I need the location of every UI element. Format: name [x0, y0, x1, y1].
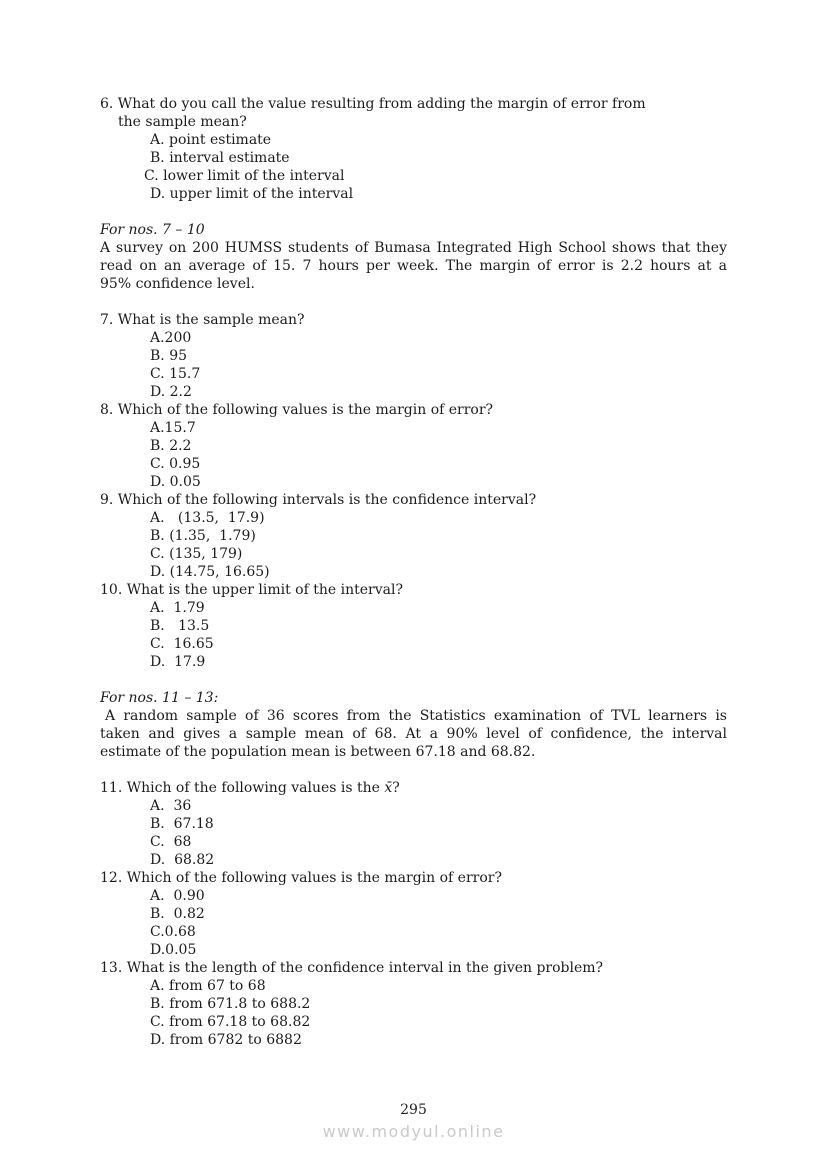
- question-6-option-c: C. lower limit of the interval: [144, 168, 345, 184]
- question-10-option-d: D. 17.9: [150, 654, 206, 670]
- question-7-option-b: B. 95: [150, 348, 188, 364]
- question-13-option-b: B. from 671.8 to 688.2: [150, 996, 311, 1012]
- question-11-option-c: C. 68: [150, 834, 192, 850]
- question-12-option-d: D.0.05: [150, 942, 197, 958]
- section-7-10: [100, 221, 727, 293]
- question-8-text: 8. Which of the following values is the margin of error?: [100, 402, 494, 418]
- section-11-13-label: For nos. 11 – 13:: [100, 690, 219, 706]
- x-bar-symbol: x̄: [384, 780, 393, 796]
- question-11-option-b: B. 67.18: [150, 816, 214, 832]
- question-11-option-a: A. 36: [150, 798, 192, 814]
- question-6: [100, 95, 727, 203]
- page-footer: [100, 1101, 727, 1141]
- section-11-13-paragraph-line: A random sample of 36 scores from the Statistics examination of TVL learners is: [105, 708, 727, 724]
- question-9-option-c: C. (135, 179): [150, 546, 243, 562]
- question-11-text-prefix: 11. Which of the following values is the: [100, 780, 385, 796]
- question-8-option-b: B. 2.2: [150, 438, 192, 454]
- question-9-option-b: B. (1.35, 1.79): [150, 528, 256, 544]
- section-7-10-label: For nos. 7 – 10: [100, 222, 205, 238]
- question-10-option-b: B. 13.5: [150, 618, 210, 634]
- question-13-text: 13. What is the length of the confidence interval in the given problem?: [100, 960, 604, 976]
- question-9-text: 9. Which of the following intervals is the confidence interval?: [100, 492, 537, 508]
- question-10-option-c: C. 16.65: [150, 636, 214, 652]
- question-7: [100, 311, 727, 401]
- question-6-option-d: D. upper limit of the interval: [150, 186, 354, 202]
- question-7-text: 7. What is the sample mean?: [100, 312, 305, 328]
- question-13: [100, 959, 727, 1049]
- question-12-text: 12. Which of the following values is the margin of error?: [100, 870, 502, 886]
- section-11-13-paragraph-line: taken and gives a sample mean of 68. At a 90% level of confidence, the interval: [100, 726, 727, 742]
- question-10: [100, 581, 727, 671]
- question-11: [100, 779, 727, 869]
- watermark: www.modyul.online: [322, 1122, 505, 1141]
- question-9-option-d: D. (14.75, 16.65): [150, 564, 270, 580]
- section-7-10-paragraph-line: 95% confidence level.: [100, 276, 255, 292]
- section-11-13-paragraph-line: estimate of the population mean is between 67.18 and 68.82.: [100, 744, 536, 760]
- question-6-option-b: B. interval estimate: [150, 150, 290, 166]
- question-7-option-a: A.200: [150, 330, 192, 346]
- section-7-10-paragraph-line: read on an average of 15. 7 hours per week. The margin of error is 2.2 hours at a: [100, 258, 727, 274]
- question-10-option-a: A. 1.79: [150, 600, 205, 616]
- question-11-text-suffix: ?: [392, 780, 400, 796]
- question-11-text: [100, 779, 727, 797]
- question-6-option-a: A. point estimate: [150, 132, 272, 148]
- section-11-13: [100, 689, 727, 761]
- question-6-text-line-2: the sample mean?: [118, 114, 247, 130]
- question-13-option-a: A. from 67 to 68: [150, 978, 266, 994]
- question-12: [100, 869, 727, 959]
- question-8-option-a: A.15.7: [150, 420, 196, 436]
- question-10-text: 10. What is the upper limit of the interval?: [100, 582, 403, 598]
- question-12-option-b: B. 0.82: [150, 906, 205, 922]
- question-6-text-line-1: 6. What do you call the value resulting from adding the margin of error from: [100, 96, 646, 112]
- page-number: 295: [400, 1102, 427, 1118]
- question-12-option-a: A. 0.90: [150, 888, 205, 904]
- question-13-option-d: D. from 6782 to 6882: [150, 1032, 302, 1048]
- question-11-option-d: D. 68.82: [150, 852, 215, 868]
- question-8-option-d: D. 0.05: [150, 474, 201, 490]
- question-7-option-d: D. 2.2: [150, 384, 192, 400]
- question-9-option-a: A. (13.5, 17.9): [150, 510, 265, 526]
- question-9: [100, 491, 727, 581]
- question-8-option-c: C. 0.95: [150, 456, 201, 472]
- question-12-option-c: C.0.68: [150, 924, 196, 940]
- question-13-option-c: C. from 67.18 to 68.82: [150, 1014, 311, 1030]
- section-7-10-paragraph-line: A survey on 200 HUMSS students of Bumasa Integrated High School shows that they: [100, 240, 727, 256]
- question-7-option-c: C. 15.7: [150, 366, 201, 382]
- question-8: [100, 401, 727, 491]
